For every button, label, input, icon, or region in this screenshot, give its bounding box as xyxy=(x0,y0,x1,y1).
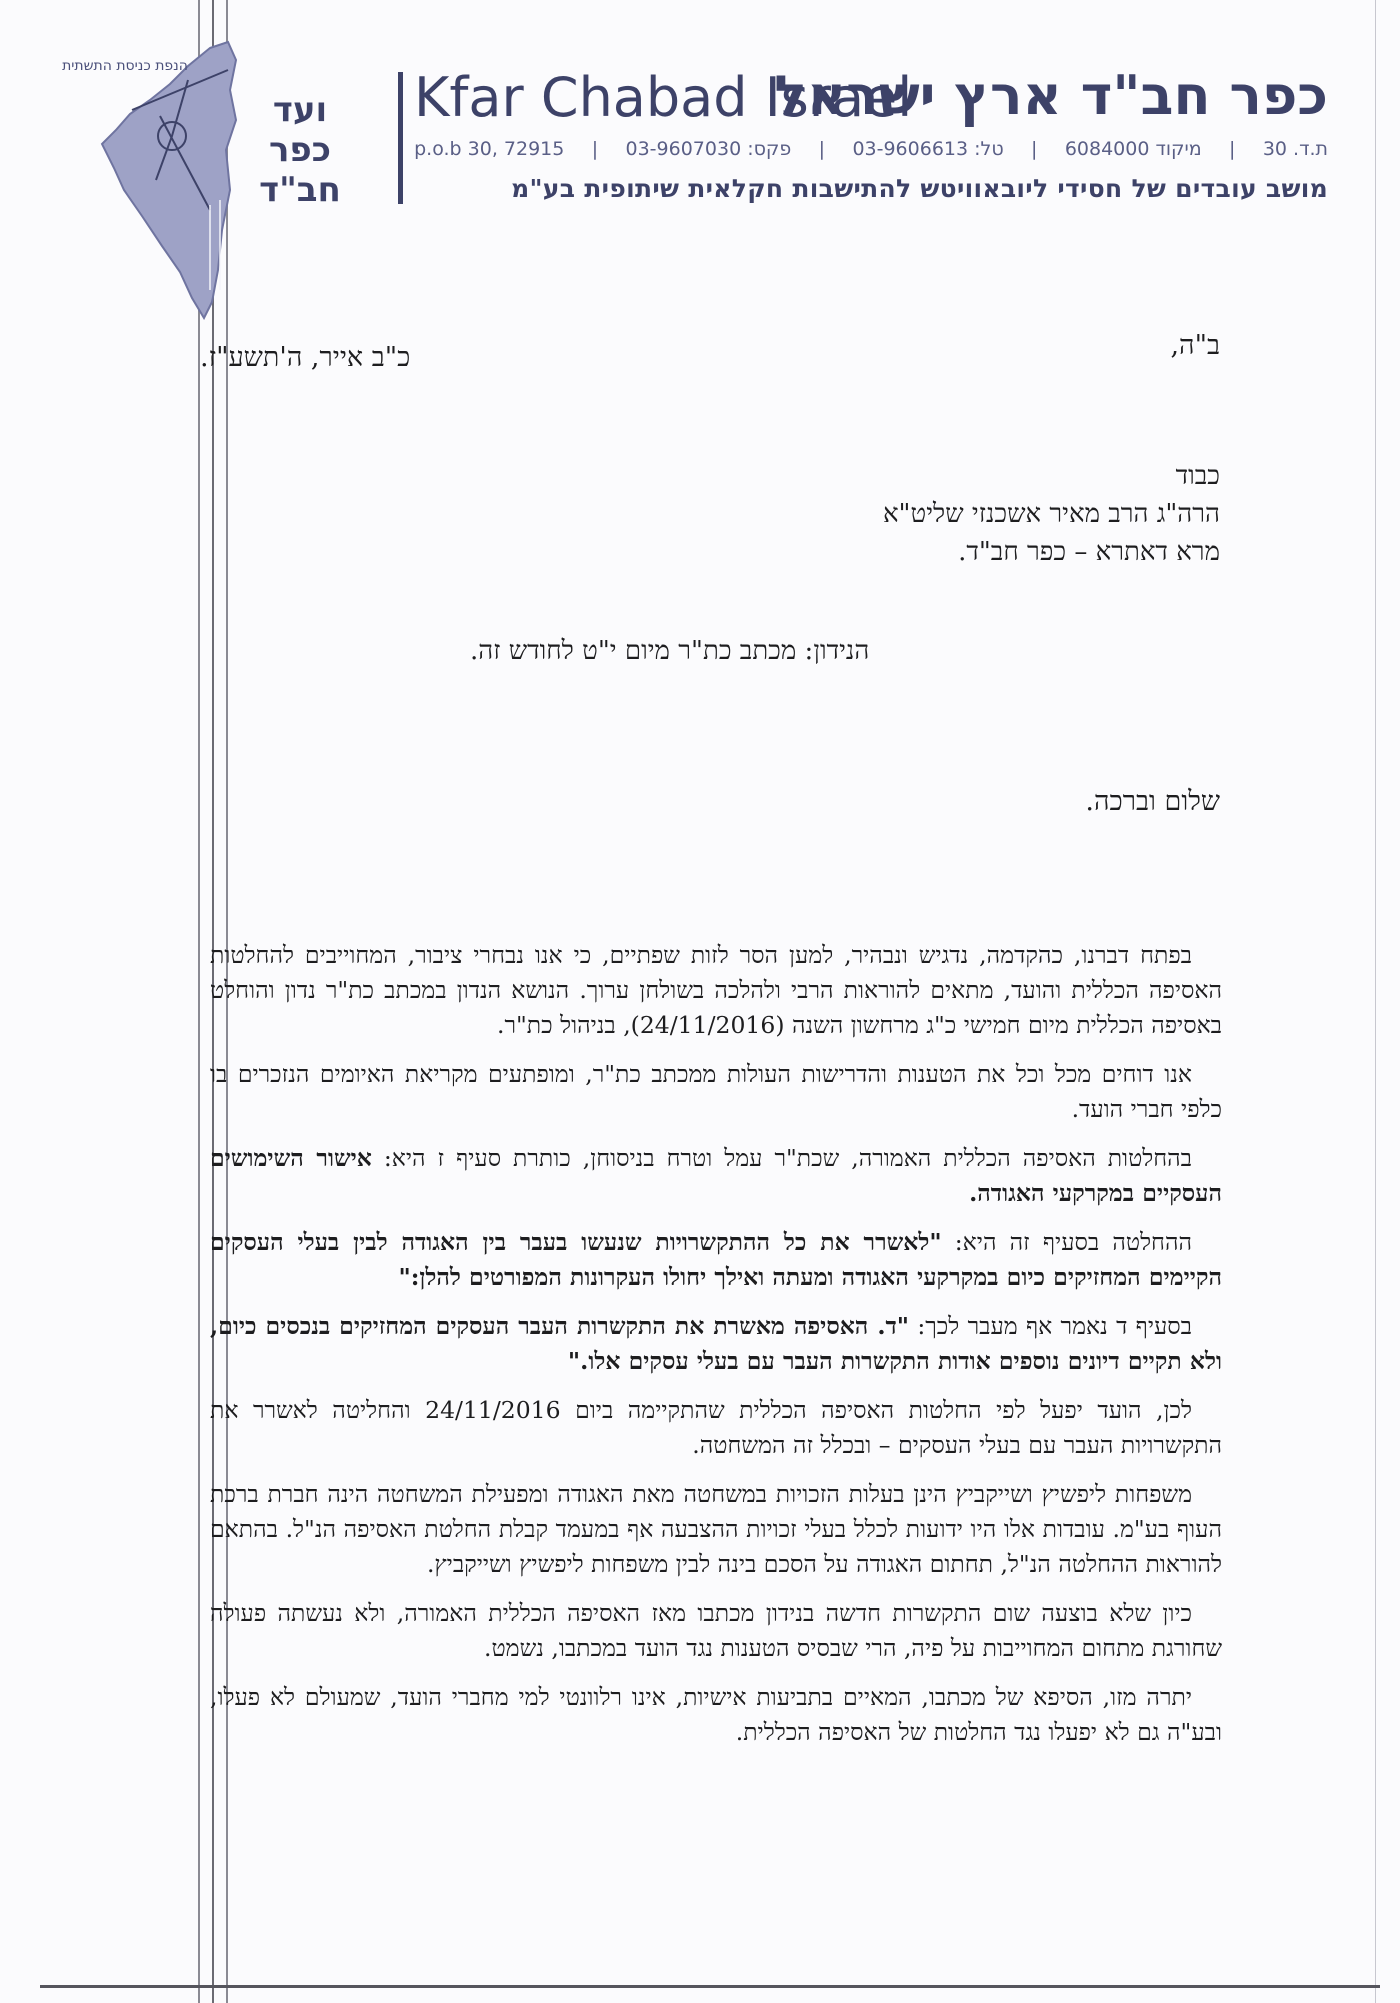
letterhead-divider xyxy=(398,72,403,204)
paragraph-4-text: ההחלטה בסעיף זה היא: xyxy=(941,1228,1192,1256)
addressee-name: הרה"ג הרב מאיר אשכנזי שליט"א xyxy=(882,499,1220,529)
contact-separator: | xyxy=(818,138,826,160)
body-paragraph-4 xyxy=(210,1225,1222,1295)
paragraph-5-text: בסעיף ד נאמר אף מעבר לכך: xyxy=(909,1312,1192,1340)
contact-line xyxy=(414,138,1328,160)
org-name-hebrew: כפר חב"ד ארץ ישראל xyxy=(774,64,1328,127)
contact-phone: טל: 03-9606613 xyxy=(852,138,1004,160)
paragraph-3-bold: אישור השימושים העסקיים במקרקעי האגודה. xyxy=(210,1144,1222,1207)
body-paragraph-3 xyxy=(210,1141,1222,1211)
letter-greeting: שלום וברכה. xyxy=(1085,786,1220,817)
logo-caption: הנפת כניסת התשתית xyxy=(62,58,188,74)
body-paragraph-1: בפתח דברנו, כהקדמה, נדגיש ונבהיר, למען הסר לזות שפתיים, כי אנו נבחרי ציבור, המחוייבים להחלטות האסיפה הכללית והועד, מתאים להוראות הרבי ולהלכה בשולחן ערוך. הנושא הנדון במכתב כת"ר נדון והוחלט באסיפה הכללית מיום חמישי כ"ג מרחשון השנה (24/11/2016), בניהול כת"ר. xyxy=(210,941,1222,1039)
org-subtitle: מושב עובדים של חסידי ליובאוויטש להתישבות חקלאית שיתופית בע"מ xyxy=(511,174,1328,203)
paragraph-5-bold: "ד. האסיפה מאשרת את התקשרות העבר העסקים המחזיקים בנכסים כיום, ולא תקיים דיונים נוספים אודות התקשרות העבר עם בעלי עסקים אלו." xyxy=(210,1312,1222,1375)
contact-fax: פקס: 03-9607030 xyxy=(625,138,792,160)
letter-subject: הנידון: מכתב כת"ר מיום י"ט לחודש זה. xyxy=(470,636,870,666)
body-paragraph-2: אנו דוחים מכל וכל את הטענות והדרישות העולות ממכתב כת"ר, ומופתעים מקריאת האיומים הנזכרים בו כלפי חברי הועד. xyxy=(210,1060,1222,1123)
israel-map-icon xyxy=(60,40,250,320)
addressee-honorific: כבוד xyxy=(1175,461,1220,491)
paragraph-3-text: בהחלטות האסיפה הכללית האמורה, שכת"ר עמל וטרח בניסוחן, כותרת סעיף ז היא: xyxy=(371,1144,1193,1172)
paragraph-4-bold: "לאשרר את כל ההתקשרויות שנעשו בעבר בין האגודה לבין בעלי העסקים הקיימים המחזיקים כיום במקרקעי האגודה ומעתה ואילך יחולו העקרונות המפורטים להלן:" xyxy=(210,1228,1222,1291)
contact-pob-en: p.o.b 30, 72915 xyxy=(414,138,565,160)
bh-mark: ב"ה, xyxy=(1170,330,1220,361)
margin-line-right xyxy=(1375,0,1376,2003)
letter-body xyxy=(210,938,1222,1764)
logo-org-line1: ועד xyxy=(272,90,328,130)
bottom-rule xyxy=(40,1985,1380,1988)
council-logo xyxy=(60,40,350,330)
body-paragraph-9: יתרה מזו, הסיפא של מכתבו, המאיים בתביעות אישיות, אינו רלוונטי למי מחברי הועד, שמעולם לא פעלו, ובע"ה גם לא יפעלו נגד החלטות של האסיפה הכללית. xyxy=(210,1683,1222,1746)
logo-org-line3: חב"ד xyxy=(259,170,341,210)
contact-separator: | xyxy=(1031,138,1038,160)
body-paragraph-7: משפחות ליפשיץ ושייקביץ הינן בעלות הזכויות במשחטה מאת האגודה ומפעילת המשחטה הינה חברת ברכת העוף בע"מ. עובדות אלו היו ידועות לכלל בעלי זכויות ההצבעה אף במעמד קבלת החלטת האסיפה הנ"ל. בהתאם להוראות ההחלטה הנ"ל, תחתום האגודה על הסכם בינה לבין משפחות ליפשיץ ושייקביץ. xyxy=(210,1480,1222,1578)
addressee-title: מרא דאתרא – כפר חב"ד. xyxy=(958,537,1220,567)
contact-separator: | xyxy=(591,138,599,160)
addressee-block xyxy=(883,457,1220,571)
org-name-english: Kfar Chabad Israel xyxy=(414,66,913,129)
letter-date: כ"ב אייר, ה'תשע"ז. xyxy=(200,342,411,373)
body-paragraph-5 xyxy=(210,1309,1222,1379)
contact-separator: | xyxy=(1229,138,1236,160)
contact-pobox: ת.ד. 30 xyxy=(1262,138,1328,160)
logo-org-name xyxy=(245,90,355,210)
logo-org-line2: כפר xyxy=(268,130,332,170)
body-paragraph-8: כיון שלא בוצעה שום התקשרות חדשה בנידון מכתבו מאז האסיפה הכללית האמורה, ולא נעשתה פעולה שחורגת מתחום המחוייבות על פיה, הרי שבסיס הטענות נגד הועד במכתבו, נשמט. xyxy=(210,1599,1222,1662)
contact-zip: מיקוד 6084000 xyxy=(1064,138,1202,160)
body-paragraph-6: לכן, הועד יפעל לפי החלטות האסיפה הכללית שהתקיימה ביום 24/11/2016 והחליטה לאשרר את התקשרויות העבר עם בעלי העסקים – ובכלל זה המשחטה. xyxy=(210,1396,1222,1459)
